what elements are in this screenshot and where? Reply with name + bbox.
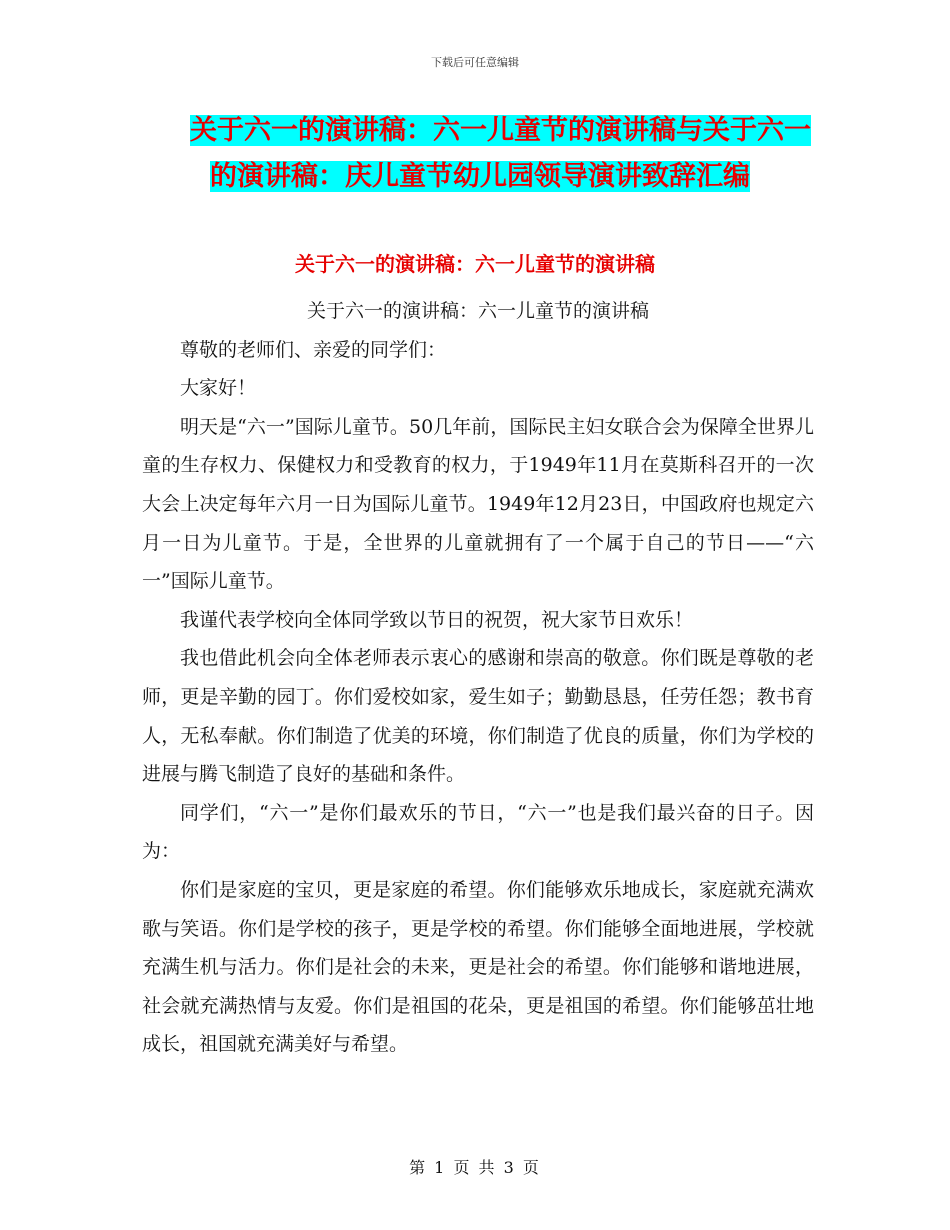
paragraph: 我也借此机会向全体老师表示衷心的感谢和崇高的敬意。你们既是尊敬的老师，更是辛勤的园丁。你们爱校如家，爱生如子；勤勤恳恳，任劳任怨；教书育人，无私奉献。你们制造了优美的环境，你们制造了优良的质量，你们为学校的进展与腾飞制造了良好的基础和条件。 — [142, 647, 814, 786]
paragraph: 我谨代表学校向全体同学致以节日的祝贺，祝大家节日欢乐！ — [180, 608, 694, 631]
paragraph-salutation: 尊敬的老师们、亲爱的同学们： — [180, 338, 447, 361]
title-line-2 — [140, 154, 830, 200]
title-line-2-text: 的演讲稿：庆儿童节幼儿园领导演讲致辞汇编 — [210, 161, 750, 192]
paragraph-subtitle: 关于六一的演讲稿：六一儿童节的演讲稿 — [306, 300, 649, 322]
paragraph: 同学们，“六一”是你们最欢乐的节日，“六一”也是我们最兴奋的日子。因为： — [142, 801, 814, 863]
title-line-1-text: 关于六一的演讲稿：六一儿童节的演讲稿与关于六一 — [190, 115, 811, 146]
header-note: 下载后可任意编辑 — [431, 56, 519, 69]
paragraph: 你们是家庭的宝贝，更是家庭的希望。你们能够欢乐地成长，家庭就充满欢歌与笑语。你们是学校的孩子，更是学校的希望。你们能够全面地进展，学校就充满生机与活力。你们是社会的未来，更是社会的希望。你们能够和谐地进展，社会就充满热情与友爱。你们是祖国的花朵，更是祖国的希望。你们能够茁壮地成长，祖国就充满美好与希望。 — [142, 878, 814, 1056]
document-title — [140, 108, 830, 200]
page-footer: 第 1 页 共 3 页 — [409, 1158, 541, 1177]
section-title: 关于六一的演讲稿：六一儿童节的演讲稿 — [295, 252, 655, 276]
body-text — [142, 292, 814, 1064]
paragraph: 明天是“六一”国际儿童节。50几年前，国际民主妇女联合会为保障全世界儿童的生存权力、保健权力和受教育的权力，于1949年11月在莫斯科召开的一次大会上决定每年六月一日为国际儿童节。1949年12月23日，中国政府也规定六月一日为儿童节。于是，全世界的儿童就拥有了一个属于自己的节日——“六一”国际儿童节。 — [142, 415, 814, 593]
title-line-1 — [140, 108, 830, 154]
paragraph-greeting: 大家好！ — [180, 377, 257, 400]
